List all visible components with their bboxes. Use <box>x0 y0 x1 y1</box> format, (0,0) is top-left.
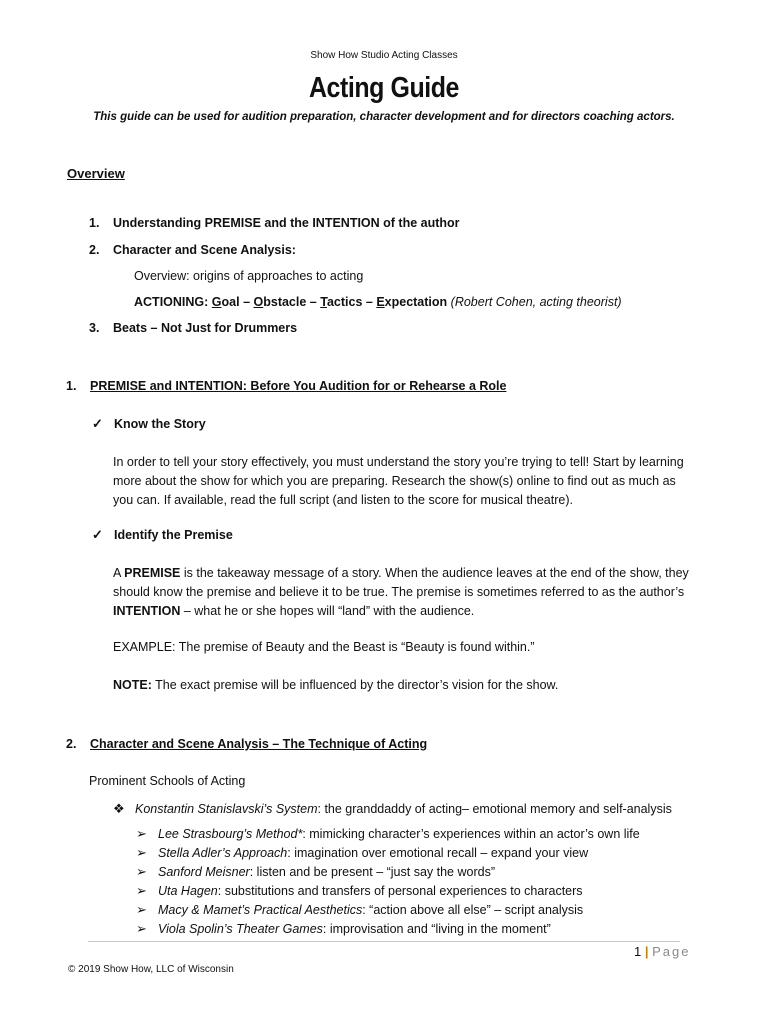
checkmark-icon: ✓ <box>92 416 103 431</box>
school-name: Stella Adler’s Approach <box>158 846 288 860</box>
note-line <box>113 678 558 692</box>
section-number: 1. <box>66 379 77 393</box>
list-text: Understanding PREMISE and the INTENTION of the author <box>113 216 460 230</box>
example-line: EXAMPLE: The premise of Beauty and the Beast is “Beauty is found within.” <box>113 640 535 654</box>
overview-sub-actioning: ACTIONING: Goal – Obstacle – Tactics – Expectation (Robert Cohen, acting theorist) <box>134 295 622 309</box>
page-title: Acting Guide <box>308 72 460 104</box>
copyright: © 2019 Show How, LLC of Wisconsin <box>68 964 234 975</box>
section-number: 2. <box>66 737 77 751</box>
list-text: Character and Scene Analysis: <box>113 243 296 257</box>
school-desc: : listen and be present – “just say the words” <box>249 865 495 879</box>
identify-premise-heading <box>92 527 233 543</box>
school-name: Uta Hagen <box>158 884 218 898</box>
premise-term: PREMISE <box>124 566 181 580</box>
section-title: PREMISE and INTENTION: Before You Audition for or Rehearse a Role <box>90 379 507 393</box>
page-number <box>634 944 691 959</box>
school-item <box>136 883 583 899</box>
page-number-value: 1 <box>634 944 642 959</box>
overview-heading: Overview <box>67 166 125 181</box>
know-story-paragraph: In order to tell your story effectively, you must understand the story you’re trying to tell! Start by learning more about the show for which you are preparing. Research the show(s) online to find out as much as you can. If available, read the full script (and listen to the score for musical theatre). <box>113 455 684 507</box>
school-desc: : imagination over emotional recall – expand your view <box>287 846 589 860</box>
school-item <box>136 845 588 861</box>
school-name: Lee Strasbourg’s Method* <box>158 827 303 841</box>
school-name: Sanford Meisner <box>158 865 250 879</box>
page-separator: | <box>644 944 649 959</box>
list-text: Beats – Not Just for Drummers <box>113 321 298 335</box>
actioning-label: ACTIONING: <box>134 295 209 309</box>
actioning-expectation: Expectation <box>376 295 448 309</box>
cohen-attribution: (Robert Cohen, acting theorist) <box>450 295 622 309</box>
overview-item-1 <box>89 216 460 230</box>
section2-heading <box>66 737 427 751</box>
note-label: NOTE: <box>113 678 152 692</box>
school-item <box>136 902 583 918</box>
school-item <box>136 921 551 937</box>
studio-name: Show How Studio Acting Classes <box>310 50 458 61</box>
section-title: Character and Scene Analysis – The Technique of Acting <box>90 737 428 751</box>
actioning-tactics: Tactics <box>320 295 363 309</box>
overview-item-3 <box>89 321 297 335</box>
school-name: Konstantin Stanislavski’s System <box>135 802 318 816</box>
list-number: 1. <box>89 216 100 230</box>
overview-item-2 <box>89 243 296 257</box>
note-text: The exact premise will be influenced by the director’s vision for the show. <box>151 678 559 692</box>
school-desc: : improvisation and “living in the moment” <box>322 922 551 936</box>
premise-paragraph: A PREMISE is the takeaway message of a story. When the audience leaves at the end of the show, they should know the premise and believe it to be true. The premise is sometimes referred to as the author’s INTENTION – what he or she hopes will “land” with the audience. <box>113 566 689 618</box>
list-number: 2. <box>89 243 100 257</box>
page-label: Page <box>652 944 691 959</box>
footer-divider <box>88 941 680 942</box>
arrow-bullet-icon: ➢ <box>136 883 147 898</box>
checkmark-icon: ✓ <box>92 527 103 542</box>
schools-heading: Prominent Schools of Acting <box>89 774 246 788</box>
school-main <box>113 801 672 817</box>
diamond-bullet-icon: ❖ <box>113 801 125 816</box>
school-desc: : mimicking character’s experiences within an actor’s own life <box>302 827 640 841</box>
school-name: Macy & Mamet’s Practical Aesthetics <box>158 903 363 917</box>
know-story-heading <box>92 416 206 432</box>
arrow-bullet-icon: ➢ <box>136 864 147 879</box>
actioning-obstacle: Obstacle <box>253 295 307 309</box>
school-desc: : the granddaddy of acting– emotional memory and self-analysis <box>317 802 672 816</box>
overview-sub-origins: Overview: origins of approaches to acting <box>134 269 364 283</box>
school-item <box>136 826 640 842</box>
section1-heading <box>66 379 507 393</box>
arrow-bullet-icon: ➢ <box>136 845 147 860</box>
page-subtitle: This guide can be used for audition preparation, character development and for directors coaching actors. <box>93 111 675 123</box>
arrow-bullet-icon: ➢ <box>136 902 147 917</box>
school-item <box>136 864 495 880</box>
school-desc: : substitutions and transfers of personal experiences to characters <box>217 884 583 898</box>
list-number: 3. <box>89 321 100 335</box>
intention-term: INTENTION <box>113 604 181 618</box>
subheading-text: Know the Story <box>114 417 206 431</box>
actioning-goal: Goal <box>211 295 240 309</box>
arrow-bullet-icon: ➢ <box>136 826 147 841</box>
arrow-bullet-icon: ➢ <box>136 921 147 936</box>
school-desc: : “action above all else” – script analysis <box>362 903 584 917</box>
subheading-text: Identify the Premise <box>114 528 233 542</box>
school-name: Viola Spolin’s Theater Games <box>158 922 323 936</box>
